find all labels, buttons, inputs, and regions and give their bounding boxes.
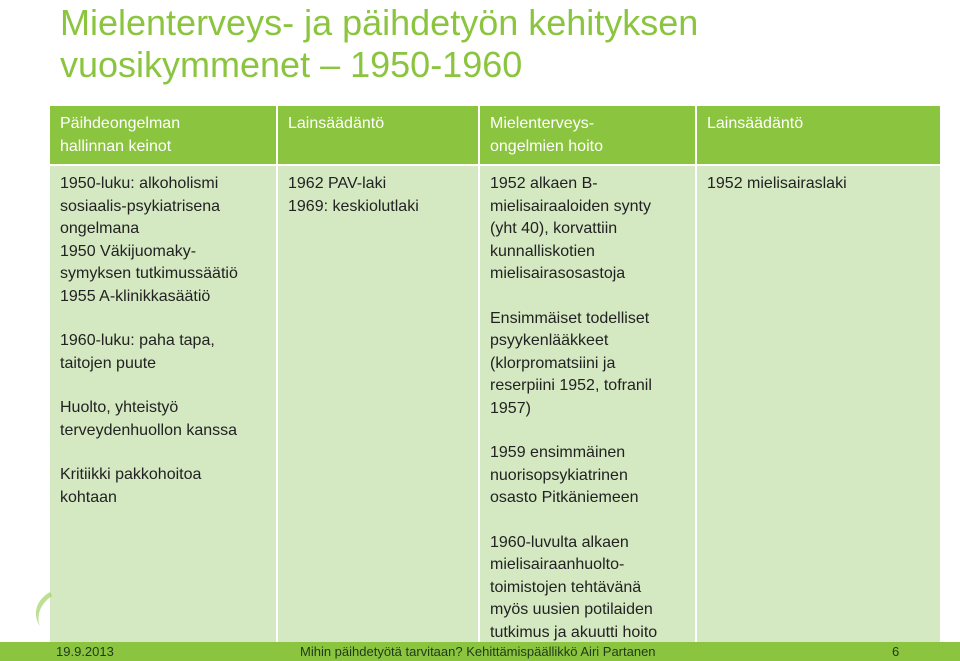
text-line: Huolto, yhteistyö <box>60 399 179 416</box>
text-line: sosiaalis-psykiatrisena <box>60 197 221 215</box>
text-line: 1960-luvulta alkaen <box>490 533 629 551</box>
page-number: 6 <box>892 644 900 659</box>
text-line: myös uusien potilaiden <box>490 601 653 618</box>
header-line: hallinnan keinot <box>60 137 172 155</box>
header-line: Mielenterveys- <box>490 115 595 132</box>
paragraph <box>60 330 268 375</box>
text-line: psyykenlääkkeet <box>490 332 609 349</box>
table-header-row <box>49 105 941 165</box>
header-mental-health-care <box>479 105 696 165</box>
paragraph <box>288 173 470 218</box>
paragraph <box>60 397 268 442</box>
paragraph <box>490 308 687 421</box>
header-legislation-1 <box>277 105 479 165</box>
text-line: mielisairaanhuolto- <box>490 556 625 573</box>
text-line: 1969: keskiolutlaki <box>288 197 419 215</box>
header-line: ongelmien hoito <box>490 137 603 155</box>
text-line: (yht 40), korvattiin <box>490 220 618 237</box>
paragraph <box>60 173 268 308</box>
footer-presenter: Mihin päihdetyötä tarvitaan? Kehittämispäällikkö Airi Partanen <box>300 644 656 659</box>
text-line: symyksen tutkimussäätiö <box>60 265 238 282</box>
paragraph <box>490 173 687 286</box>
text-line: 1950 Väkijuomaky- <box>60 242 197 260</box>
cell-mental-health-care <box>479 165 696 651</box>
leaf-logo-icon <box>30 590 56 630</box>
text-line: mielisairasosastoja <box>490 265 626 282</box>
text-line: taitojen puute <box>60 354 157 372</box>
footer-date: 19.9.2013 <box>56 644 114 659</box>
text-line: tutkimus ja akuutti hoito <box>490 623 658 641</box>
header-line: Lainsäädäntö <box>707 115 804 132</box>
text-line: toimistojen tehtävänä <box>490 578 642 596</box>
text-line: (klorpromatsiini ja <box>490 354 616 372</box>
slide-title-line-2: vuosikymmenet – 1950-1960 <box>60 44 523 85</box>
text-line: 1962 PAV-laki <box>288 175 387 192</box>
table-row <box>49 165 941 651</box>
text-line: 1959 ensimmäinen <box>490 444 626 461</box>
text-line: Ensimmäiset todelliset <box>490 309 650 327</box>
header-line: Päihdeongelman <box>60 115 181 132</box>
text-line: kunnalliskotien <box>490 242 595 260</box>
slide-title-line-1: Mielenterveys- ja päihdetyön kehityksen <box>60 2 699 43</box>
cell-legislation-1 <box>277 165 479 651</box>
text-line: reserpiini 1952, tofranil <box>490 377 652 394</box>
header-substance-control <box>49 105 277 165</box>
cell-legislation-2 <box>696 165 941 651</box>
text-line: kohtaan <box>60 488 117 506</box>
header-line: Lainsäädäntö <box>288 115 385 132</box>
text-line: mielisairaaloiden synty <box>490 197 651 215</box>
text-line: 1950-luku: alkoholismi <box>60 175 219 192</box>
text-line: nuorisopsykiatrinen <box>490 466 628 484</box>
text-line: 1955 A-klinikkasäätiö <box>60 287 211 305</box>
text-line: 1960-luku: paha tapa, <box>60 332 215 349</box>
paragraph <box>60 464 268 509</box>
text-line: 1952 mielisairaslaki <box>707 175 847 192</box>
text-line: 1957) <box>490 399 531 417</box>
text-line: 1952 alkaen B- <box>490 175 598 192</box>
paragraph <box>490 442 687 510</box>
text-line: Kritiikki pakkohoitoa <box>60 466 202 483</box>
header-legislation-2 <box>696 105 941 165</box>
paragraph <box>490 532 687 645</box>
decades-table <box>48 104 942 652</box>
paragraph <box>707 173 932 196</box>
slide-footer <box>0 642 960 661</box>
text-line: osasto Pitkäniemeen <box>490 489 639 506</box>
text-line: ongelmana <box>60 220 140 237</box>
text-line: terveydenhuollon kanssa <box>60 421 238 439</box>
cell-substance-control <box>49 165 277 651</box>
slide-title <box>60 2 940 86</box>
